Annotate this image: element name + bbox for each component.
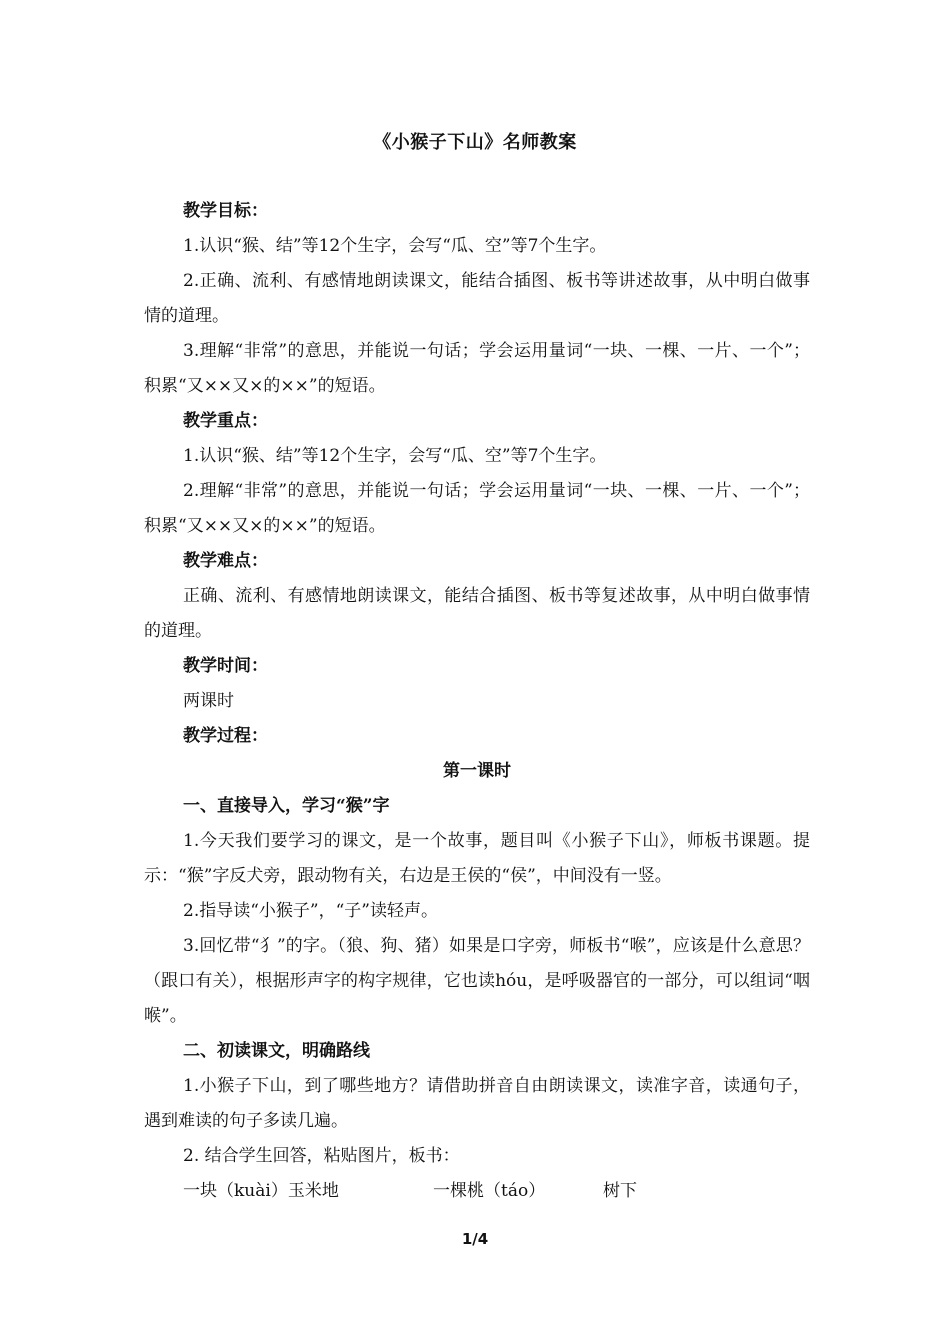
difficulties-text: 正确、流利、有感情地朗读课文，能结合插图、板书等复述故事，从中明白做事情的道理。 (144, 586, 810, 641)
objective-item: 3.理解“非常”的意思，并能说一句话；学会运用量词“一块、一棵、一片、一个”；积累“又××又×的××”的短语。 (144, 341, 810, 396)
objective-item: 1.认识“猴、结”等12个生字，会写“瓜、空”等7个生字。 (183, 236, 607, 256)
section2-item: 1.小猴子下山，到了哪些地方？请借助拼音自由朗读课文，读准字音，读通句子，遇到难读的句子多读几遍。 (144, 1076, 810, 1131)
time-text: 两课时 (183, 691, 234, 711)
process-heading: 教学过程： (183, 726, 268, 746)
board-item: 树下 (603, 1181, 637, 1201)
objectives-heading: 教学目标： (183, 201, 268, 221)
section2-heading: 二、初读课文，明确路线 (183, 1041, 370, 1061)
section1-item: 3.回忆带“犭”的字。（狼、狗、猪）如果是口字旁，师板书“喉”，应该是什么意思？（跟口有关），根据形声字的构字规律，它也读hóu，是呼吸器官的一部分，可以组词“咽喉”。 (144, 936, 810, 1026)
key-point-item: 2.理解“非常”的意思，并能说一句话；学会运用量词“一块、一棵、一片、一个”；积累“又××又×的××”的短语。 (144, 481, 810, 536)
lesson-title: 第一课时 (443, 761, 511, 781)
document-body (144, 194, 810, 1209)
section1-heading: 一、直接导入，学习“猴”字 (183, 796, 390, 816)
time-heading: 教学时间： (183, 656, 268, 676)
board-item: 一块（kuài）玉米地 (183, 1181, 339, 1201)
section1-item: 2.指导读“小猴子”，“子”读轻声。 (183, 901, 438, 921)
section1-item: 1.今天我们要学习的课文，是一个故事，题目叫《小猴子下山》，师板书课题。提示：“猴”字反犬旁，跟动物有关，右边是王侯的“侯”，中间没有一竖。 (144, 831, 810, 886)
difficulties-heading: 教学难点： (183, 551, 268, 571)
board-writing-row (144, 1174, 810, 1209)
objective-item: 2.正确、流利、有感情地朗读课文，能结合插图、板书等讲述故事，从中明白做事情的道理。 (144, 271, 810, 326)
document-title: 《小猴子下山》名师教案 (373, 132, 577, 153)
key-points-heading: 教学重点： (183, 411, 268, 431)
board-item: 一棵桃（táo） (433, 1181, 546, 1201)
key-point-item: 1.认识“猴、结”等12个生字，会写“瓜、空”等7个生字。 (183, 446, 607, 466)
page-number: 1/4 (461, 1230, 489, 1248)
section2-item: 2. 结合学生回答，粘贴图片，板书： (183, 1146, 460, 1166)
